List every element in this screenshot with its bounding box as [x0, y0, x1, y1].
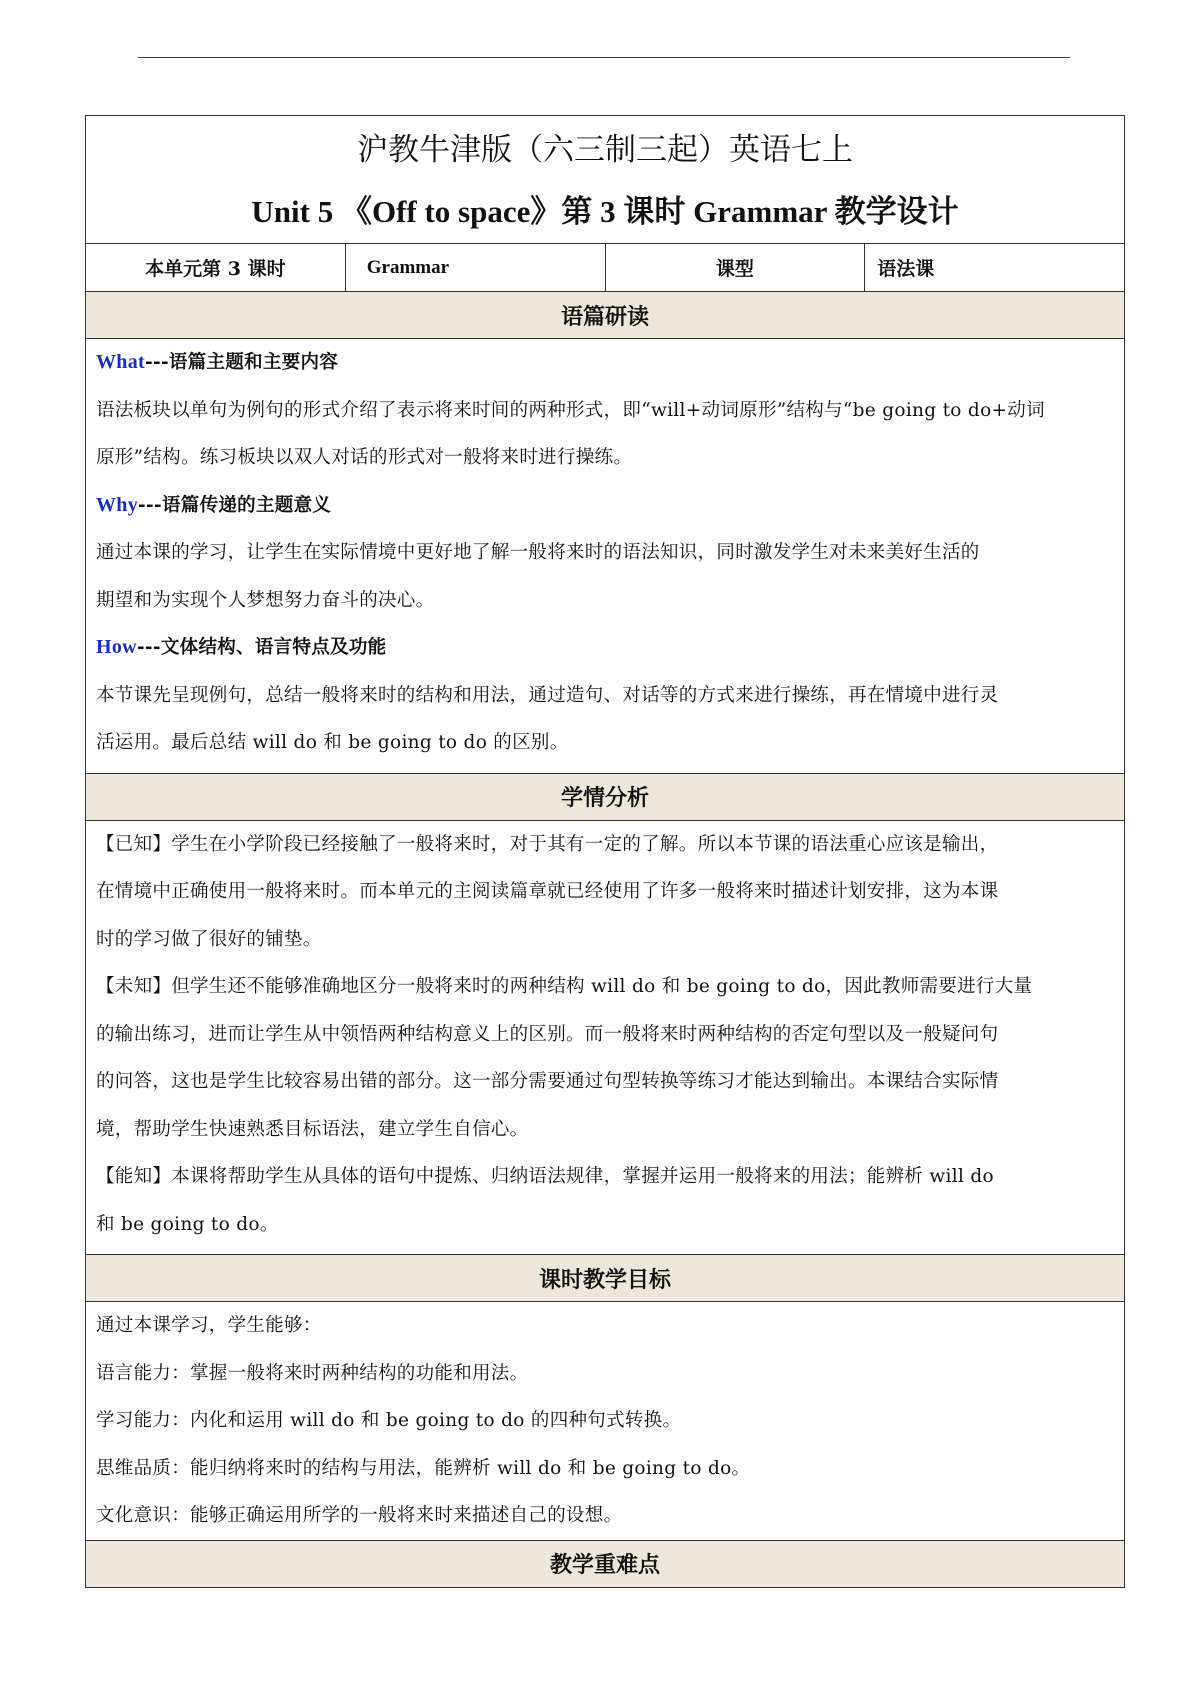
what-title: ---语篇主题和主要内容 — [144, 352, 339, 373]
section-heading-learner-analysis: 学情分析 — [86, 773, 1125, 820]
paragraph-line: 活运用。最后总结 will do 和 be going to do 的区别。 — [96, 732, 569, 753]
how-label: How — [96, 636, 137, 658]
paragraph-line: 和 be going to do。 — [96, 1213, 279, 1235]
paragraph-line: 本节课先呈现例句，总结一般将来时的结构和用法，通过造句、对话等的方式来进行操练，再在情境中进行灵 — [96, 684, 999, 706]
paragraph-line: 通过本课的学习，让学生在实际情境中更好地了解一般将来时的语法知识，同时激发学生对未来美好生活的 — [96, 542, 980, 563]
paragraph-line: 的输出练习，进而让学生从中领悟两种结构意义上的区别。而一般将来时两种结构的否定句型以及一般疑问句 — [96, 1023, 999, 1045]
paragraph-line: 【已知】学生在小学阶段已经接触了一般将来时，对于其有一定的了解。所以本节课的语法重心应该是输出， — [96, 833, 999, 855]
learner-analysis-content — [86, 820, 1125, 1255]
why-label: Why — [96, 493, 139, 516]
paragraph-line: 【未知】但学生还不能够准确地区分一般将来时的两种结构 will do 和 be going to do，因此教师需要进行大量 — [96, 976, 1033, 997]
section-heading-text-analysis: 语篇研读 — [86, 292, 1125, 339]
paragraph-line: 的问答，这也是学生比较容易出错的部分。这一部分需要通过句型转换等练习才能达到输出。本课结合实际情 — [96, 1071, 999, 1092]
paragraph-line: 原形”结构。练习板块以双人对话的形式对一般将来时进行操练。 — [96, 447, 633, 468]
what-label: What — [96, 351, 145, 373]
document-subtitle: Unit 5 《Off to space》第 3 课时 Grammar 教学设计 — [251, 193, 959, 229]
header-rule — [138, 57, 1070, 58]
title-cell — [86, 116, 1125, 244]
paragraph-line: 在情境中正确使用一般将来时。而本单元的主阅读篇章就已经使用了许多一般将来时描述计划安排，这为本课 — [96, 881, 999, 902]
document-title: 沪教牛津版（六三制三起）英语七上 — [357, 131, 853, 168]
goal-learning: 学习能力：内化和运用 will do 和 be going to do 的四种句式转换。 — [96, 1410, 682, 1431]
paragraph-line: 时的学习做了很好的铺垫。 — [96, 928, 322, 950]
type-label: 课型 — [605, 244, 865, 292]
type-value: 语法课 — [865, 244, 1125, 292]
how-title: ---文体结构、语言特点及功能 — [136, 637, 387, 658]
paragraph-line: 境，帮助学生快速熟悉目标语法，建立学生自信心。 — [96, 1118, 529, 1140]
objectives-content — [86, 1302, 1125, 1541]
goal-culture: 文化意识：能够正确运用所学的一般将来时来描述自己的设想。 — [96, 1505, 623, 1526]
why-heading — [96, 482, 1114, 530]
paragraph-line: 语法板块以单句为例句的形式介绍了表示将来时间的两种形式，即“will+动词原形”结构与“be going to do+动词 — [96, 399, 1045, 421]
lesson-label: 本单元第 3 课时 — [86, 244, 346, 292]
goal-thinking: 思维品质：能归纳将来时的结构与用法，能辨析 will do 和 be going to do。 — [96, 1457, 751, 1479]
paragraph-line: 期望和为实现个人梦想努力奋斗的决心。 — [96, 589, 435, 611]
objectives-intro: 通过本课学习，学生能够： — [96, 1315, 322, 1336]
paragraph-line: 【能知】本课将帮助学生从具体的语句中提炼、归纳语法规律，掌握并运用一般将来的用法；能辨析 will do — [96, 1166, 994, 1187]
how-heading — [96, 624, 1114, 672]
section-heading-key-points: 教学重难点 — [86, 1540, 1125, 1587]
goal-language: 语言能力：掌握一般将来时两种结构的功能和用法。 — [96, 1362, 529, 1384]
lesson-value: Grammar — [345, 244, 605, 292]
why-title: ---语篇传递的主题意义 — [138, 494, 332, 516]
text-analysis-content — [86, 339, 1125, 774]
section-heading-objectives: 课时教学目标 — [86, 1255, 1125, 1302]
what-heading — [96, 339, 1114, 387]
lesson-plan-table — [85, 115, 1125, 1588]
